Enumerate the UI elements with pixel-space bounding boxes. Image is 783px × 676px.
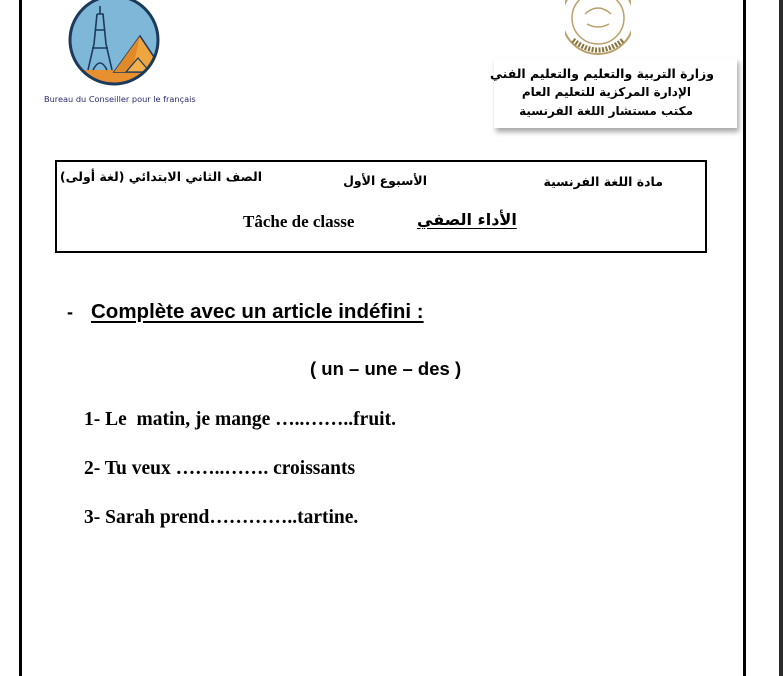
week-label: الأسبوع الأول: [343, 173, 427, 188]
subject-label: مادة اللغة الفرنسية: [543, 174, 663, 189]
instruction-bullet: -: [67, 302, 73, 322]
task-title-arabic: الأداء الصفي: [417, 210, 517, 229]
ministry-header-box: [489, 58, 737, 128]
bureau-caption: Bureau du Conseiller pour le français: [44, 94, 196, 104]
exercise-instruction: Complète avec un article indéfini :: [91, 300, 424, 323]
ministry-emblem-icon: [565, 0, 631, 56]
worksheet-info-box: [55, 160, 707, 253]
ministry-name: وزارة التربية والتعليم والتعليم الفني: [489, 66, 714, 81]
eiffel-tower-pyramids-logo-icon: [66, 0, 162, 86]
central-administration: الإدارة المركزية للتعليم العام: [521, 85, 691, 99]
grade-label: الصف الثاني الابتدائي (لغة أولى): [59, 169, 262, 184]
task-title-french: Tâche de classe: [243, 212, 355, 231]
exercise-sentence-2: 2- Tu veux ……..……. croissants: [84, 458, 356, 479]
exercise-sentence-1: 1- Le matin, je mange …..……..fruit.: [84, 409, 396, 430]
exercise-sentence-3: 3- Sarah prend…………..tartine.: [84, 507, 359, 528]
article-choices: ( un – une – des ): [310, 358, 462, 379]
viewer-scrollbar-edge[interactable]: [779, 0, 783, 676]
page-border-right: [743, 0, 746, 676]
page-border-left: [19, 0, 22, 676]
advisor-office: مكتب مستشار اللغة الفرنسية: [519, 104, 693, 118]
